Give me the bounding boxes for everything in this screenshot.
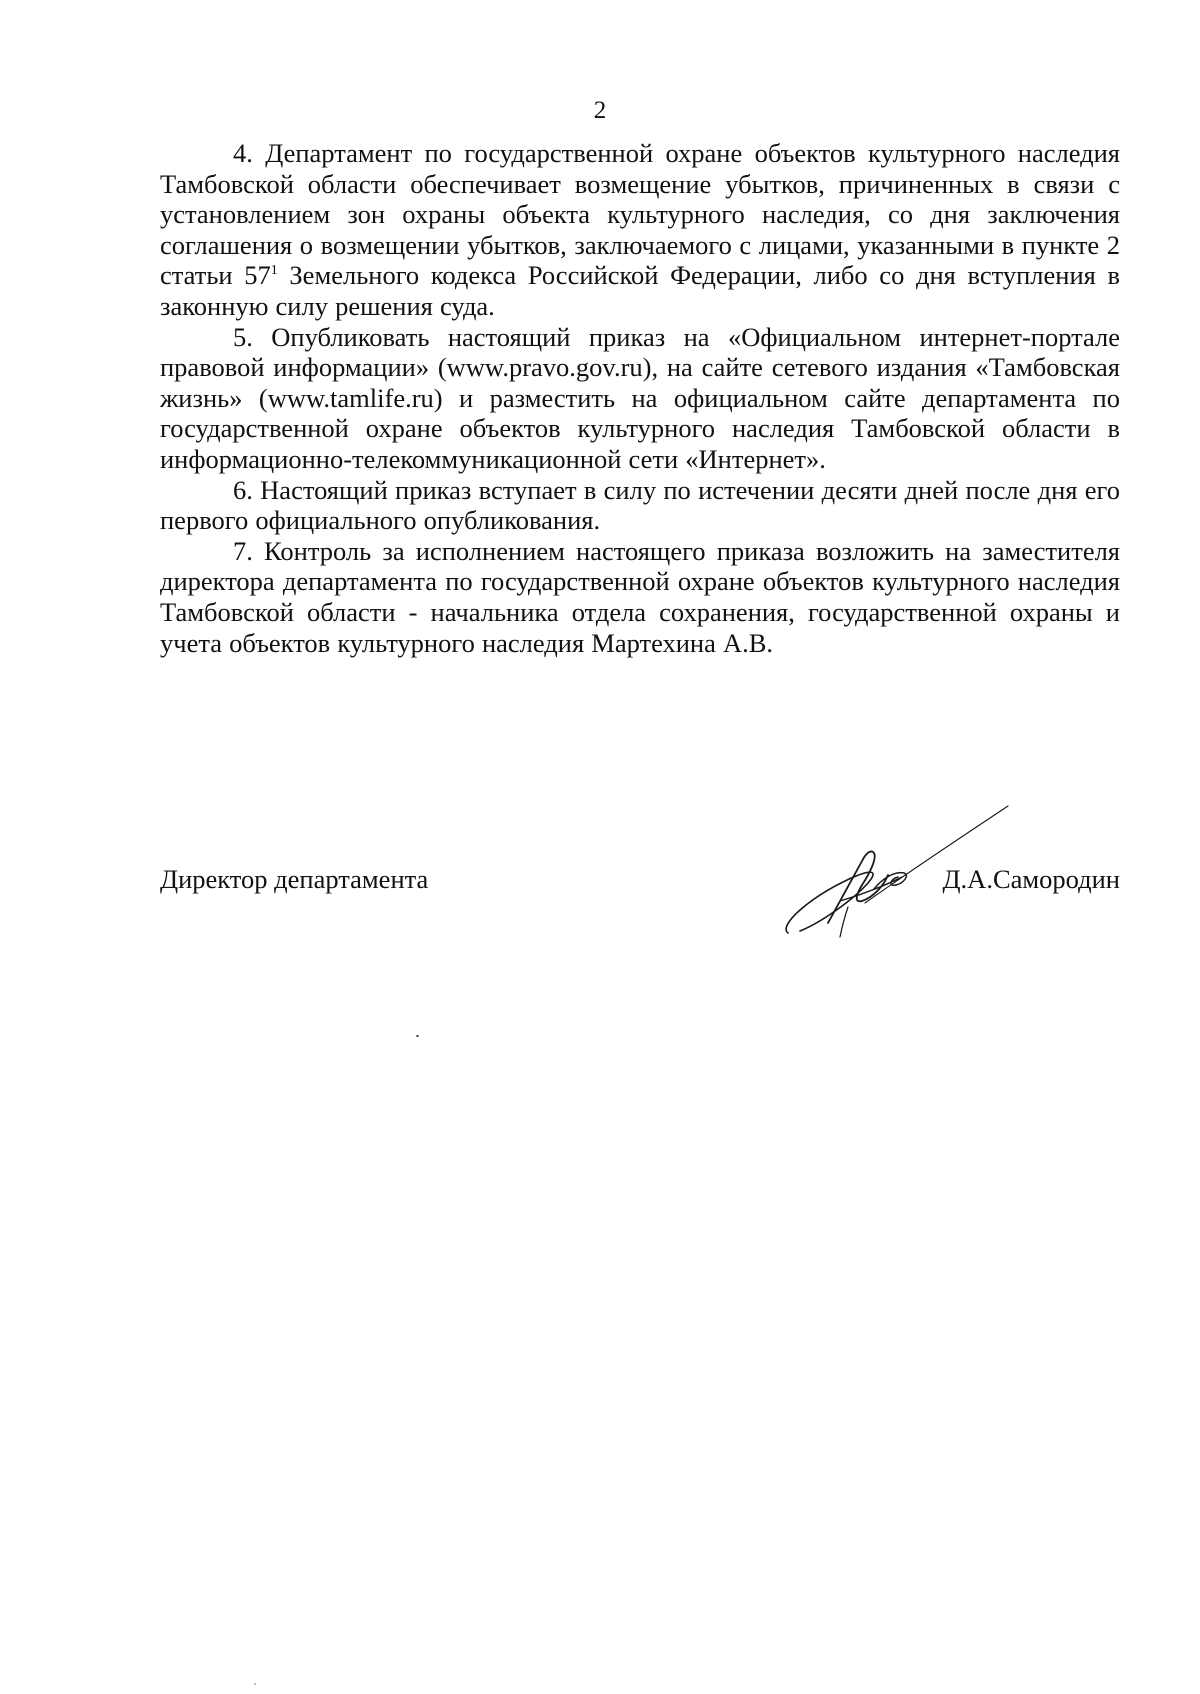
page-number: 2 bbox=[593, 97, 607, 124]
paragraph-4 bbox=[160, 138, 1120, 322]
scan-speck bbox=[416, 1035, 419, 1037]
paragraph-4-text-continued: Земельного кодекса Российской Федерации, либо со дня вступления в законную силу решения суда. bbox=[160, 260, 1120, 321]
document-body bbox=[160, 138, 1120, 658]
signer-title: Директор департамента bbox=[160, 864, 429, 894]
signature-stroke-drop bbox=[840, 907, 848, 937]
paragraph-5: 5. Опубликовать настоящий приказ на «Официальном интернет-портале правовой информации» (www.pravo.gov.ru), на сайте сетевого издания «Тамбовская жизнь» (www.tamlife.ru) и разместить на официальном сайте департамента по государственной охране объектов культурного наследия Тамбовской области в информационно-телекоммуникационной сети «Интернет». bbox=[160, 321, 1120, 474]
paragraph-6: 6. Настоящий приказ вступает в силу по истечении десяти дней после дня его первого официального опубликования. bbox=[160, 474, 1120, 536]
paragraph-4-text: 4. Департамент по государственной охране объектов культурного наследия Тамбовской области обеспечивает возмещение убытков, причиненных в связи с установлением зон охраны объекта культурного наследия, со дня заключения соглашения о возмещении убытков, заключаемого с лицами, указанными в пункте 2 статьи 57 bbox=[160, 138, 1120, 291]
signature-block bbox=[160, 858, 1120, 978]
signature-stroke-tail bbox=[874, 873, 906, 889]
article-superscript: 1 bbox=[270, 263, 278, 279]
signer-name: Д.А.Самородин bbox=[942, 864, 1120, 894]
scan-speck bbox=[254, 1683, 256, 1685]
signature-stroke-loop bbox=[786, 872, 873, 933]
paragraph-7: 7. Контроль за исполнением настоящего приказа возложить на заместителя директора департамента по государственной охране объектов культурного наследия Тамбовской области - начальника отдела сохранения, государственной охраны и учета объектов культурного наследия Мартехина А.В. bbox=[160, 535, 1120, 658]
